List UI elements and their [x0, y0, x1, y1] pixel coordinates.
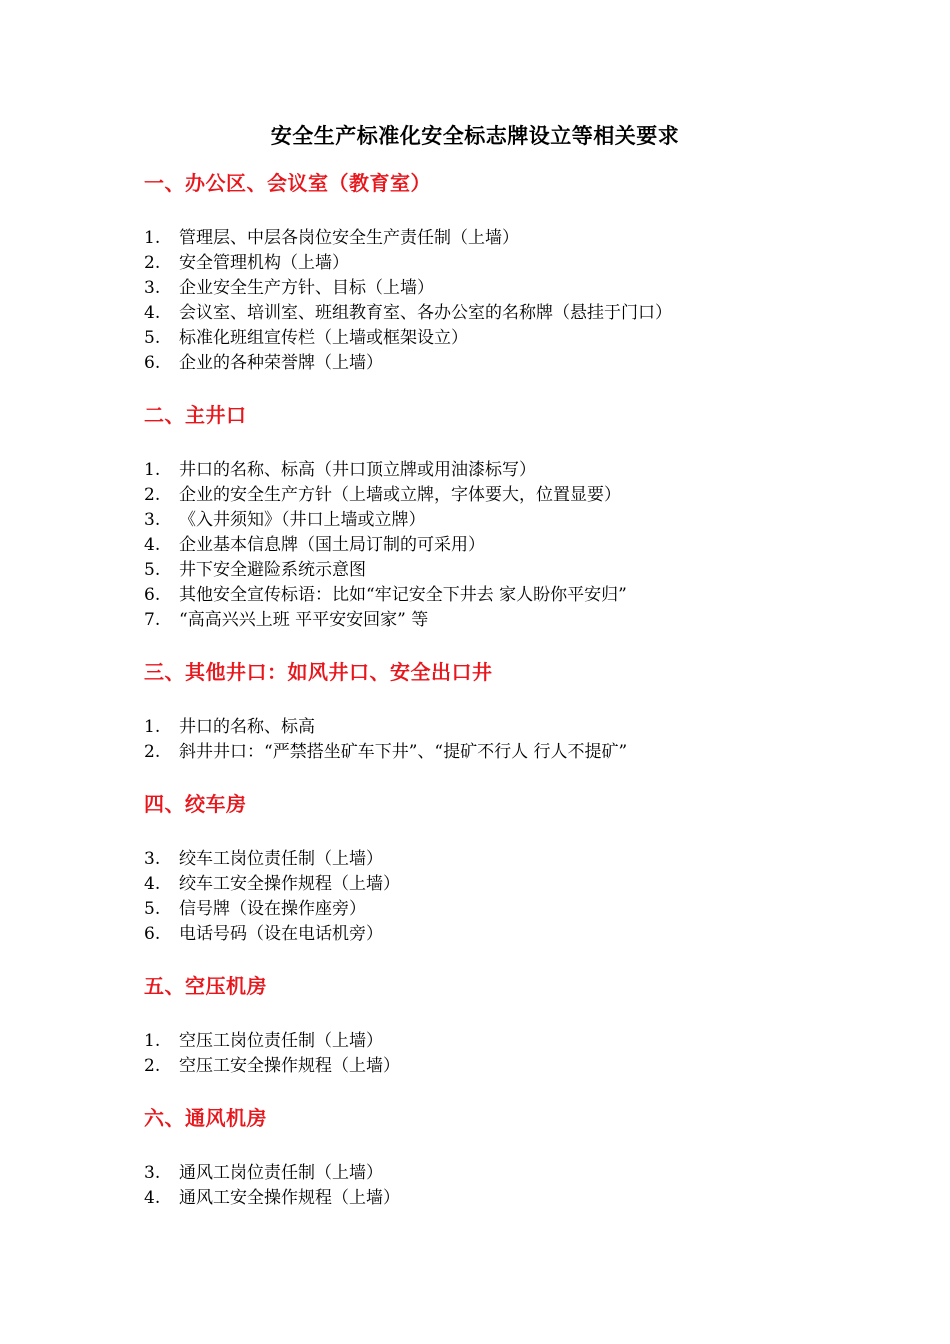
item-text: 井口的名称、标高: [179, 717, 315, 737]
list-item: [144, 1161, 864, 1186]
item-text: 空压工岗位责任制（上墙）: [179, 1031, 383, 1051]
list-item: [144, 1186, 864, 1211]
item-number: 3.: [144, 1163, 161, 1183]
list-item: [144, 1029, 864, 1054]
section-list: [144, 226, 864, 376]
list-item: [144, 740, 864, 765]
section-list: [144, 715, 864, 765]
section-heading: 一、办公区、会议室（教育室）: [144, 171, 431, 195]
item-number: 3.: [144, 849, 161, 869]
item-text: 会议室、培训室、班组教育室、各办公室的名称牌（悬挂于门口）: [179, 303, 672, 323]
item-text: 其他安全宣传标语：比如“牢记安全下井去 家人盼你平安归”: [179, 585, 627, 605]
list-item: [144, 458, 864, 483]
item-text: 井下安全避险系统示意图: [179, 560, 366, 580]
item-text: 企业基本信息牌（国土局订制的可采用）: [179, 535, 485, 555]
item-number: 1.: [144, 460, 161, 480]
section-heading: 三、其他井口：如风井口、安全出口井: [144, 660, 493, 684]
item-number: 6.: [144, 585, 161, 605]
item-text: 井口的名称、标高（井口顶立牌或用油漆标写）: [179, 460, 536, 480]
section-heading: 五、空压机房: [144, 974, 267, 998]
item-text: 管理层、中层各岗位安全生产责任制（上墙）: [179, 228, 519, 248]
item-text: 标准化班组宣传栏（上墙或框架设立）: [179, 328, 468, 348]
document-title: 安全生产标准化安全标志牌设立等相关要求: [270, 124, 680, 148]
list-item: [144, 1054, 864, 1079]
item-text: 斜井井口：“严禁搭坐矿车下井”、“提矿不行人 行人不提矿”: [179, 742, 628, 762]
list-item: [144, 558, 864, 583]
list-item: [144, 508, 864, 533]
item-text: 企业的安全生产方针（上墙或立牌，字体要大，位置显要）: [179, 485, 621, 505]
item-number: 1.: [144, 228, 161, 248]
list-item: [144, 226, 864, 251]
item-text: 绞车工岗位责任制（上墙）: [179, 849, 383, 869]
section-compressor-room: [144, 971, 864, 1079]
section-heading: 四、绞车房: [144, 792, 247, 816]
item-text: “高高兴兴上班 平平安安回家” 等: [179, 610, 429, 630]
list-item: [144, 897, 864, 922]
list-item: [144, 583, 864, 608]
item-text: 通风工安全操作规程（上墙）: [179, 1188, 400, 1208]
item-text: 企业安全生产方针、目标（上墙）: [179, 278, 434, 298]
section-heading: 六、通风机房: [144, 1106, 267, 1130]
list-item: [144, 922, 864, 947]
item-number: 2.: [144, 742, 161, 762]
item-number: 6.: [144, 924, 161, 944]
item-number: 5.: [144, 328, 161, 348]
item-text: 绞车工安全操作规程（上墙）: [179, 874, 400, 894]
item-number: 1.: [144, 717, 161, 737]
section-main-shaft: [144, 400, 864, 633]
section-other-shafts: [144, 657, 864, 765]
item-number: 4.: [144, 874, 161, 894]
section-list: [144, 1161, 864, 1211]
list-item: [144, 533, 864, 558]
list-item: [144, 847, 864, 872]
list-item: [144, 351, 864, 376]
item-text: 安全管理机构（上墙）: [179, 253, 349, 273]
item-number: 1.: [144, 1031, 161, 1051]
item-number: 5.: [144, 899, 161, 919]
item-number: 4.: [144, 1188, 161, 1208]
list-item: [144, 301, 864, 326]
item-number: 2.: [144, 1056, 161, 1076]
item-number: 3.: [144, 510, 161, 530]
item-number: 4.: [144, 535, 161, 555]
section-ventilation-room: [144, 1103, 864, 1211]
section-list: [144, 1029, 864, 1079]
item-text: 《入井须知》（井口上墙或立牌）: [179, 510, 426, 530]
list-item: [144, 715, 864, 740]
item-number: 7.: [144, 610, 161, 630]
list-item: [144, 251, 864, 276]
item-number: 3.: [144, 278, 161, 298]
item-number: 6.: [144, 353, 161, 373]
list-item: [144, 483, 864, 508]
list-item: [144, 608, 864, 633]
item-number: 2.: [144, 485, 161, 505]
list-item: [144, 326, 864, 351]
section-list: [144, 847, 864, 947]
item-number: 2.: [144, 253, 161, 273]
section-heading: 二、主井口: [144, 403, 247, 427]
item-text: 电话号码（设在电话机旁）: [179, 924, 383, 944]
section-winch-room: [144, 789, 864, 947]
item-text: 信号牌（设在操作座旁）: [179, 899, 366, 919]
list-item: [144, 872, 864, 897]
item-text: 空压工安全操作规程（上墙）: [179, 1056, 400, 1076]
section-office: [144, 168, 864, 376]
section-list: [144, 458, 864, 633]
item-number: 4.: [144, 303, 161, 323]
list-item: [144, 276, 864, 301]
item-number: 5.: [144, 560, 161, 580]
item-text: 通风工岗位责任制（上墙）: [179, 1163, 383, 1183]
item-text: 企业的各种荣誉牌（上墙）: [179, 353, 383, 373]
